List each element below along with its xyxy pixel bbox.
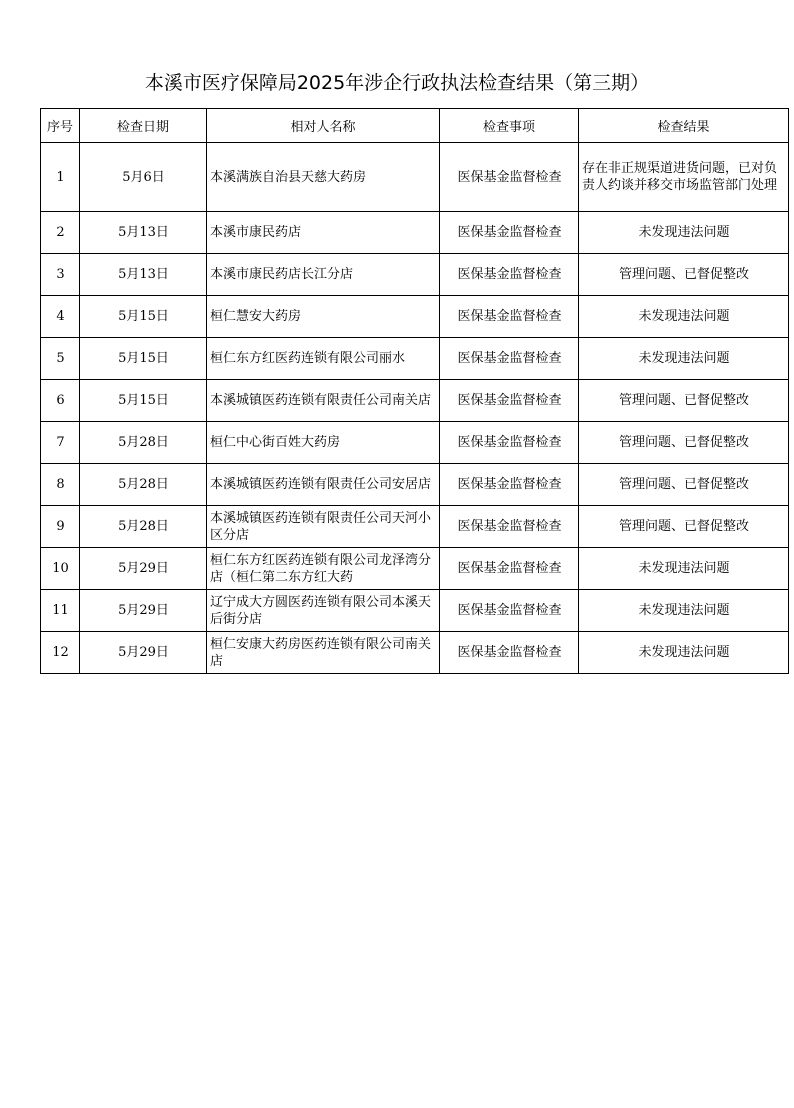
cell-no xyxy=(41,380,80,422)
cell-item xyxy=(440,254,579,296)
cell-no xyxy=(41,422,80,464)
cell-result-text: 未发现违法问题 xyxy=(638,351,730,366)
table-row xyxy=(41,380,789,422)
cell-item-text: 医保基金监督检查 xyxy=(457,267,562,282)
cell-item xyxy=(440,338,579,380)
cell-item xyxy=(440,506,579,548)
cell-result xyxy=(579,254,789,296)
cell-item xyxy=(440,548,579,590)
inspection-results-table xyxy=(40,108,789,674)
cell-item xyxy=(440,143,579,212)
table-row xyxy=(41,464,789,506)
cell-date xyxy=(80,212,207,254)
cell-party xyxy=(207,143,440,212)
cell-no xyxy=(41,212,80,254)
table-row xyxy=(41,338,789,380)
cell-party-text: 桓仁东方红医药连锁有限公司丽水 xyxy=(210,351,406,366)
cell-party xyxy=(207,212,440,254)
cell-no xyxy=(41,590,80,632)
cell-no-text: 10 xyxy=(52,561,69,576)
header-result: 检查结果 xyxy=(579,109,789,143)
cell-item xyxy=(440,590,579,632)
cell-result-text: 未发现违法问题 xyxy=(638,561,730,576)
cell-no xyxy=(41,506,80,548)
cell-date-text: 5月29日 xyxy=(118,561,169,576)
table-row xyxy=(41,296,789,338)
table-row xyxy=(41,422,789,464)
cell-result xyxy=(579,380,789,422)
cell-no xyxy=(41,632,80,674)
page-title: 本溪市医疗保障局2025年涉企行政执法检查结果（第三期） xyxy=(144,72,650,94)
cell-date xyxy=(80,422,207,464)
cell-date-text: 5月28日 xyxy=(118,435,169,450)
table-body xyxy=(41,143,789,674)
cell-item-text: 医保基金监督检查 xyxy=(457,435,562,450)
cell-party-text: 本溪市康民药店长江分店 xyxy=(210,267,354,282)
cell-date-text: 5月28日 xyxy=(118,477,169,492)
cell-party-text: 桓仁安康大药房医药连锁有限公司南关店 xyxy=(210,636,432,669)
cell-item-text: 医保基金监督检查 xyxy=(457,561,562,576)
cell-date xyxy=(80,632,207,674)
header-item: 检查事项 xyxy=(440,109,579,143)
cell-result-text: 未发现违法问题 xyxy=(638,603,730,618)
table-row xyxy=(41,254,789,296)
cell-result-text: 未发现违法问题 xyxy=(638,645,730,660)
cell-date xyxy=(80,590,207,632)
table-row xyxy=(41,212,789,254)
cell-item xyxy=(440,296,579,338)
cell-no-text: 8 xyxy=(56,477,65,492)
cell-party-text: 本溪市康民药店 xyxy=(210,225,302,240)
cell-party-text: 桓仁东方红医药连锁有限公司龙泽湾分店（桓仁第二东方红大药 xyxy=(210,552,432,585)
cell-item-text: 医保基金监督检查 xyxy=(457,309,562,324)
cell-item xyxy=(440,464,579,506)
cell-result-text: 管理问题、已督促整改 xyxy=(618,393,749,408)
cell-party-text: 本溪城镇医药连锁有限责任公司天河小区分店 xyxy=(210,510,432,543)
cell-item xyxy=(440,632,579,674)
header-date: 检查日期 xyxy=(80,109,207,143)
cell-no xyxy=(41,548,80,590)
cell-no-text: 1 xyxy=(56,169,65,185)
cell-result-text: 管理问题、已督促整改 xyxy=(618,435,749,450)
cell-result-text: 未发现违法问题 xyxy=(638,309,730,324)
cell-party xyxy=(207,590,440,632)
table-row xyxy=(41,548,789,590)
cell-date-text: 5月13日 xyxy=(118,225,169,240)
cell-party-text: 桓仁中心街百姓大药房 xyxy=(210,435,341,450)
cell-result xyxy=(579,212,789,254)
cell-no xyxy=(41,464,80,506)
cell-result xyxy=(579,296,789,338)
table-row xyxy=(41,143,789,212)
cell-party-text: 本溪城镇医药连锁有限责任公司安居店 xyxy=(210,477,432,492)
cell-date-text: 5月6日 xyxy=(122,169,165,185)
cell-date-text: 5月13日 xyxy=(118,267,169,282)
cell-item xyxy=(440,380,579,422)
cell-result xyxy=(579,548,789,590)
cell-party xyxy=(207,506,440,548)
cell-result xyxy=(579,506,789,548)
cell-no-text: 7 xyxy=(56,435,65,450)
table-row xyxy=(41,590,789,632)
cell-party-text: 本溪满族自治县天慈大药房 xyxy=(210,169,367,185)
cell-no-text: 11 xyxy=(52,603,69,618)
cell-result-text: 管理问题、已督促整改 xyxy=(618,519,749,534)
cell-result xyxy=(579,464,789,506)
cell-result xyxy=(579,590,789,632)
cell-no-text: 12 xyxy=(52,645,69,660)
cell-date xyxy=(80,254,207,296)
cell-party xyxy=(207,632,440,674)
cell-party xyxy=(207,338,440,380)
cell-result-text: 未发现违法问题 xyxy=(638,225,730,240)
cell-date-text: 5月15日 xyxy=(118,393,169,408)
cell-date xyxy=(80,506,207,548)
cell-party-text: 桓仁慧安大药房 xyxy=(210,309,302,324)
cell-party-text: 辽宁成大方圆医药连锁有限公司本溪天后街分店 xyxy=(210,594,432,627)
cell-item-text: 医保基金监督检查 xyxy=(457,645,562,660)
cell-no-text: 6 xyxy=(56,393,65,408)
cell-date-text: 5月15日 xyxy=(118,351,169,366)
header-no: 序号 xyxy=(41,109,80,143)
cell-no-text: 4 xyxy=(56,309,65,324)
cell-date xyxy=(80,338,207,380)
cell-item-text: 医保基金监督检查 xyxy=(457,477,562,492)
cell-item-text: 医保基金监督检查 xyxy=(457,351,562,366)
cell-result xyxy=(579,422,789,464)
cell-item-text: 医保基金监督检查 xyxy=(457,225,562,240)
cell-no-text: 3 xyxy=(56,267,65,282)
table-header-row xyxy=(41,109,789,143)
cell-result xyxy=(579,632,789,674)
table-row xyxy=(41,632,789,674)
cell-date xyxy=(80,464,207,506)
cell-date-text: 5月28日 xyxy=(118,519,169,534)
cell-result-text: 管理问题、已督促整改 xyxy=(618,477,749,492)
cell-date xyxy=(80,548,207,590)
cell-party-text: 本溪城镇医药连锁有限责任公司南关店 xyxy=(210,393,432,408)
cell-result-text: 存在非正规渠道进货问题，已对负责人约谈并移交市场监管部门处理 xyxy=(582,161,778,193)
cell-date-text: 5月29日 xyxy=(118,645,169,660)
cell-item-text: 医保基金监督检查 xyxy=(457,603,562,618)
cell-date-text: 5月29日 xyxy=(118,603,169,618)
table-row xyxy=(41,506,789,548)
cell-date xyxy=(80,143,207,212)
cell-party xyxy=(207,380,440,422)
cell-no xyxy=(41,143,80,212)
cell-date-text: 5月15日 xyxy=(118,309,169,324)
cell-result xyxy=(579,143,789,212)
cell-party xyxy=(207,296,440,338)
cell-result xyxy=(579,338,789,380)
cell-no-text: 9 xyxy=(56,519,65,534)
cell-party xyxy=(207,464,440,506)
cell-no xyxy=(41,254,80,296)
cell-no xyxy=(41,296,80,338)
cell-item xyxy=(440,212,579,254)
cell-item-text: 医保基金监督检查 xyxy=(457,169,562,185)
cell-party xyxy=(207,548,440,590)
cell-no xyxy=(41,338,80,380)
cell-date xyxy=(80,380,207,422)
cell-no-text: 5 xyxy=(56,351,65,366)
cell-result-text: 管理问题、已督促整改 xyxy=(618,267,749,282)
cell-party xyxy=(207,422,440,464)
cell-date xyxy=(80,296,207,338)
cell-item xyxy=(440,422,579,464)
header-party: 相对人名称 xyxy=(207,109,440,143)
cell-party xyxy=(207,254,440,296)
cell-item-text: 医保基金监督检查 xyxy=(457,393,562,408)
cell-no-text: 2 xyxy=(56,225,65,240)
cell-item-text: 医保基金监督检查 xyxy=(457,519,562,534)
